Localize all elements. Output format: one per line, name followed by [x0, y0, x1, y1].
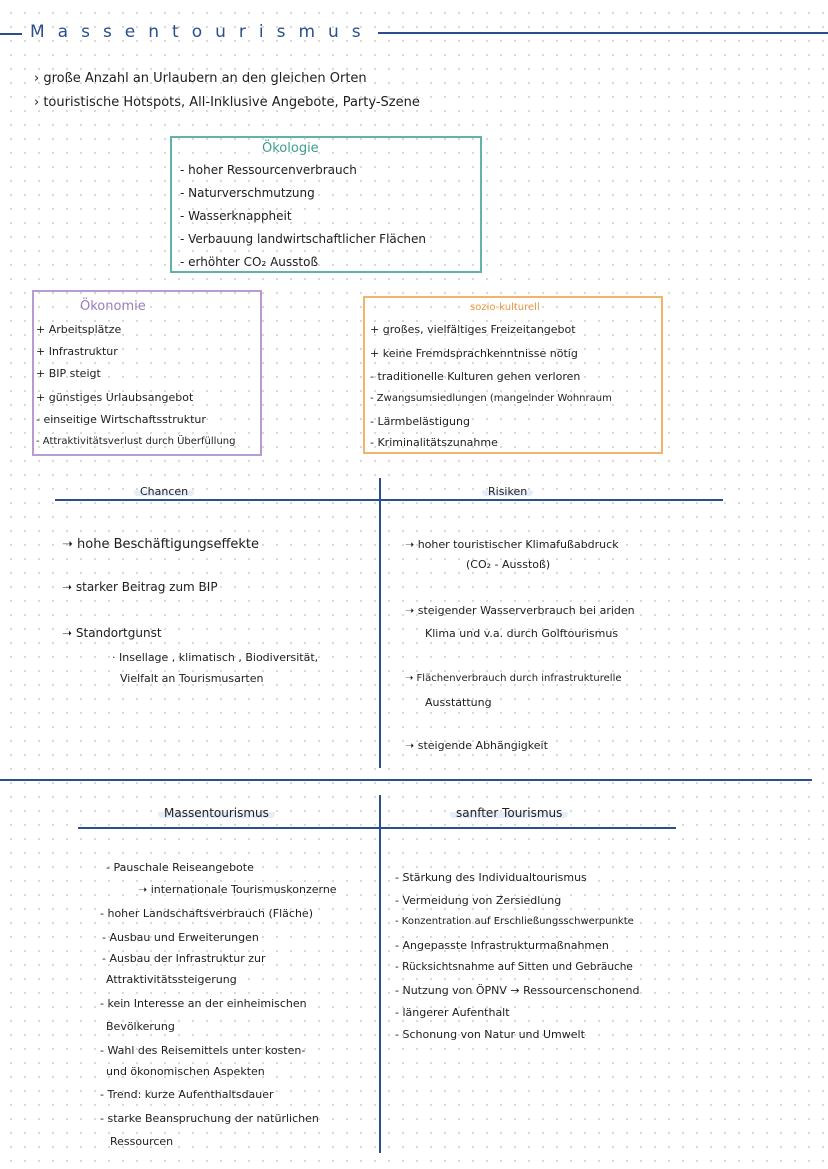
risiken-item: ➝ steigende Abhängigkeit — [405, 739, 548, 752]
oekonomie-heading: Ökonomie — [80, 299, 146, 314]
sanft-item: - Konzentration auf Erschließungsschwerpunkte — [395, 916, 634, 927]
risiken-item-sub: (CO₂ - Ausstoß) — [466, 558, 551, 571]
massen-item: Bevölkerung — [106, 1020, 175, 1033]
title-line-right — [378, 32, 828, 34]
risiken-heading: Risiken — [482, 486, 533, 497]
sanft-item: - Stärkung des Individualtourismus — [395, 871, 587, 884]
section-separator — [0, 779, 812, 781]
massen-item: - Ausbau und Erweiterungen — [102, 931, 259, 944]
standort-detail-line: · Insellage , klimatisch , Biodiversität, — [112, 651, 319, 664]
massen-item: - hoher Landschaftsverbrauch (Fläche) — [100, 907, 313, 920]
oekonomie-item: - einseitige Wirtschaftsstruktur — [36, 413, 206, 426]
chancen-item: ➝ Standortgunst — [62, 626, 162, 640]
oekologie-item: - erhöhter CO₂ Ausstoß — [180, 255, 319, 269]
massen-item: - Ausbau der Infrastruktur zur — [102, 952, 266, 965]
sanft-item: - Rücksichtsnahme auf Sitten und Gebräuche — [395, 961, 633, 973]
sanft-item: - Angepasste Infrastrukturmaßnahmen — [395, 939, 609, 952]
page-title: Massentourismus — [30, 22, 374, 42]
soziokulturell-item: - Zwangsumsiedlungen (mangelnder Wohnraum — [370, 393, 612, 404]
standort-detail-line: Vielfalt an Tourismusarten — [120, 672, 264, 685]
risiken-item-sub: Ausstattung — [425, 696, 492, 709]
soziokulturell-item: + keine Fremdsprachkenntnisse nötig — [370, 347, 578, 360]
chancen-item: ➝ starker Beitrag zum BIP — [62, 580, 218, 594]
massen-item: Attraktivitätssteigerung — [106, 973, 237, 986]
chancen-risiken-divider — [379, 478, 381, 768]
sanft-item: - Vermeidung von Zersiedlung — [395, 894, 562, 907]
massen-item: - starke Beanspruchung der natürlichen — [100, 1112, 319, 1125]
oekonomie-item: - Attraktivitätsverlust durch Überfüllung — [36, 436, 236, 447]
intro-line-1: › große Anzahl an Urlaubern an den gleichen Orten — [34, 71, 367, 86]
massen-item: und ökonomischen Aspekten — [106, 1065, 265, 1078]
oekonomie-item: + günstiges Urlaubsangebot — [36, 391, 194, 404]
chancen-heading: Chancen — [134, 486, 194, 497]
title-line-left — [0, 33, 22, 35]
oekologie-item: - hoher Ressourcenverbrauch — [180, 163, 357, 177]
chancen-item: ➝ hohe Beschäftigungseffekte — [62, 537, 260, 552]
oekologie-heading: Ökologie — [262, 141, 319, 156]
soziokulturell-item: - Kriminalitätszunahme — [370, 436, 498, 449]
oekologie-item: - Verbauung landwirtschaftlicher Flächen — [180, 232, 426, 246]
massen-item: - Pauschale Reiseangebote — [106, 861, 254, 874]
risiken-item: ➝ steigender Wasserverbrauch bei ariden — [405, 604, 635, 617]
sanft-item: - Schonung von Natur und Umwelt — [395, 1028, 585, 1041]
oekonomie-item: + Arbeitsplätze — [36, 323, 122, 336]
chancen-risiken-header-line — [55, 499, 723, 501]
soziokulturell-heading: sozio-kulturell — [470, 302, 540, 313]
oekonomie-item: + Infrastruktur — [36, 345, 118, 358]
sanft-item: - Nutzung von ÖPNV → Ressourcenschonend — [395, 984, 640, 997]
risiken-item: ➝ hoher touristischer Klimafußabdruck — [405, 538, 619, 551]
massen-item: - Trend: kurze Aufenthaltsdauer — [100, 1088, 274, 1101]
intro-line-2: › touristische Hotspots, All-Inklusive Angebote, Party-Szene — [34, 95, 420, 110]
oekologie-item: - Naturverschmutzung — [180, 186, 315, 200]
sanft-item: - längerer Aufenthalt — [395, 1006, 510, 1019]
massentourismus-heading: Massentourismus — [158, 807, 275, 819]
vergleich-divider — [379, 795, 381, 1153]
oekologie-item: - Wasserknappheit — [180, 209, 292, 223]
vergleich-header-line — [78, 827, 676, 829]
massen-item: Ressourcen — [110, 1135, 174, 1148]
massen-item: - Wahl des Reisemittels unter kosten- — [100, 1044, 306, 1057]
soziokulturell-item: + großes, vielfältiges Freizeitangebot — [370, 323, 576, 336]
oekologie-box — [170, 136, 482, 273]
risiken-item-sub: Klima und v.a. durch Golftourismus — [425, 627, 619, 640]
massen-item: - kein Interesse an der einheimischen — [100, 997, 307, 1010]
sanfter-tourismus-heading: sanfter Tourismus — [450, 807, 568, 819]
soziokulturell-item: - traditionelle Kulturen gehen verloren — [370, 370, 581, 383]
soziokulturell-item: - Lärmbelästigung — [370, 415, 470, 428]
risiken-item: ➝ Flächenverbrauch durch infrastrukturelle — [405, 673, 622, 684]
oekonomie-item: + BIP steigt — [36, 367, 101, 380]
massen-item: ➝ internationale Tourismuskonzerne — [138, 883, 337, 896]
